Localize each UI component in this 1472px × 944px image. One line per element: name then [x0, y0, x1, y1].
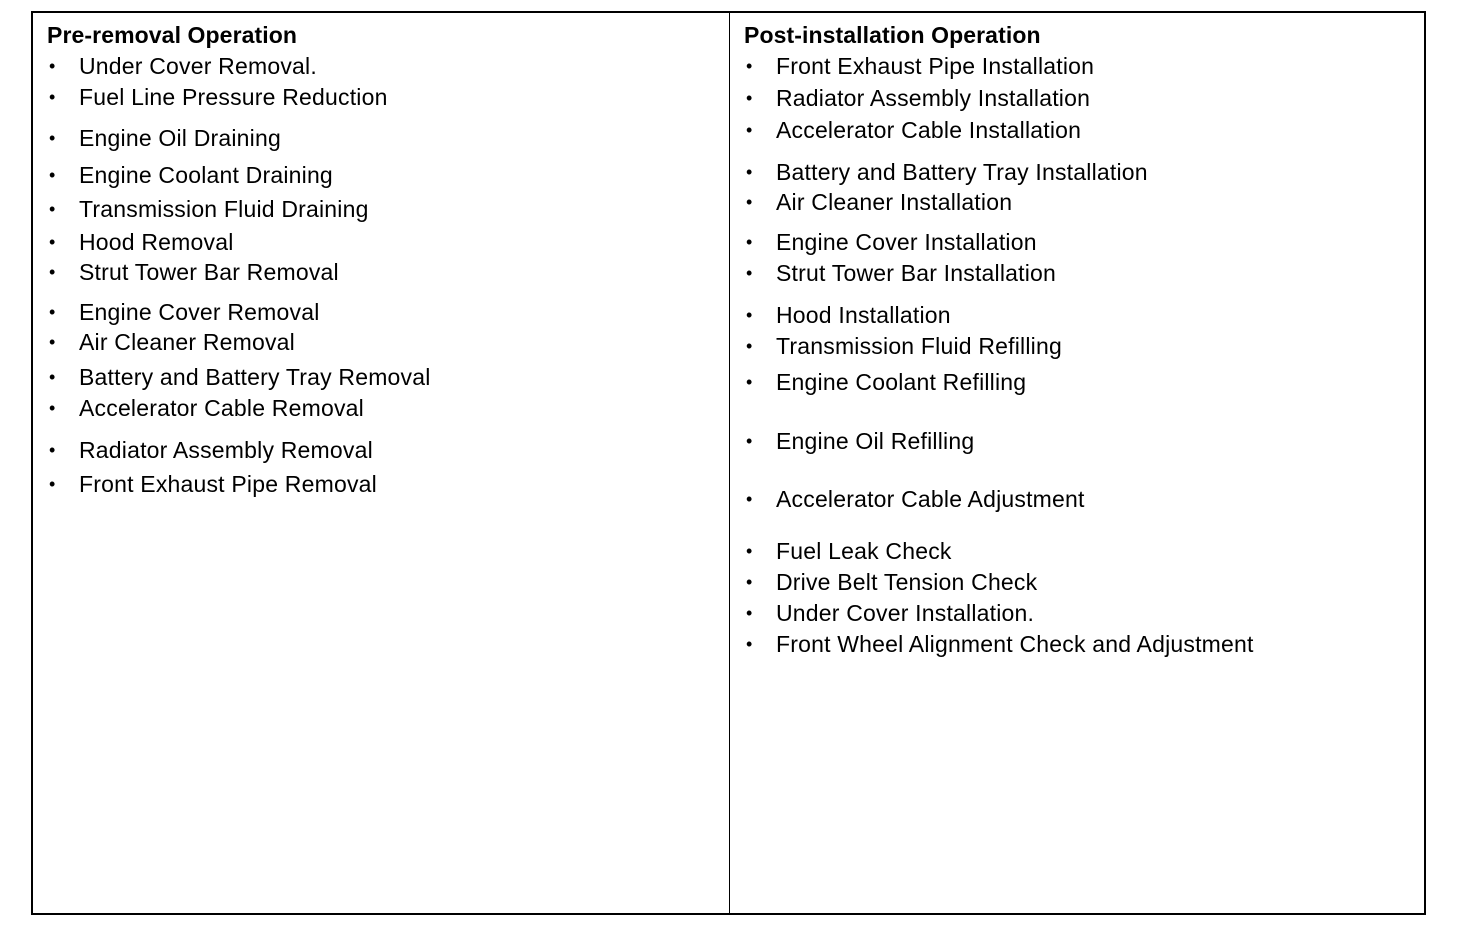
bullet-icon: • — [49, 398, 56, 418]
bullet-icon: • — [49, 302, 56, 322]
bullet-icon: • — [49, 165, 56, 185]
bullet-icon: • — [746, 56, 753, 76]
bullet-icon: • — [746, 603, 753, 623]
bullet-icon: • — [746, 192, 753, 212]
list-item: • Under Cover Removal. — [49, 53, 317, 79]
post-installation-title: Post-installation Operation — [744, 22, 1041, 48]
bullet-icon: • — [746, 162, 753, 182]
list-item: • Engine Cover Removal — [49, 299, 320, 325]
list-item: • Engine Coolant Draining — [49, 162, 333, 188]
pre-removal-column — [33, 13, 730, 913]
list-item: • Hood Removal — [49, 229, 234, 255]
bullet-icon: • — [49, 56, 56, 76]
list-item: • Engine Coolant Refilling — [746, 369, 1027, 395]
list-item: • Strut Tower Bar Installation — [746, 260, 1057, 286]
list-item: • Transmission Fluid Draining — [49, 196, 369, 222]
list-item: • Drive Belt Tension Check — [746, 569, 1038, 595]
bullet-icon: • — [746, 120, 753, 140]
bullet-icon: • — [49, 332, 56, 352]
bullet-icon: • — [49, 232, 56, 252]
list-item: • Air Cleaner Removal — [49, 329, 295, 355]
bullet-icon: • — [746, 431, 753, 451]
list-item: • Battery and Battery Tray Installation — [746, 159, 1148, 185]
list-item: • Front Wheel Alignment Check and Adjustment — [746, 631, 1254, 657]
bullet-icon: • — [49, 440, 56, 460]
bullet-icon: • — [49, 128, 56, 148]
list-item: • Accelerator Cable Adjustment — [746, 486, 1085, 512]
list-item: • Radiator Assembly Installation — [746, 85, 1091, 111]
bullet-icon: • — [746, 489, 753, 509]
list-item: • Accelerator Cable Installation — [746, 117, 1082, 143]
list-item: • Accelerator Cable Removal — [49, 395, 364, 421]
list-item: • Transmission Fluid Refilling — [746, 333, 1062, 359]
list-item: • Hood Installation — [746, 302, 951, 328]
list-item: • Fuel Line Pressure Reduction — [49, 84, 388, 110]
post-installation-column — [730, 13, 1424, 913]
bullet-icon: • — [746, 88, 753, 108]
list-item: • Radiator Assembly Removal — [49, 437, 373, 463]
bullet-icon: • — [49, 87, 56, 107]
bullet-icon: • — [49, 367, 56, 387]
bullet-icon: • — [746, 541, 753, 561]
bullet-icon: • — [746, 634, 753, 654]
bullet-icon: • — [746, 572, 753, 592]
bullet-icon: • — [746, 336, 753, 356]
bullet-icon: • — [49, 474, 56, 494]
bullet-icon: • — [49, 199, 56, 219]
list-item: • Battery and Battery Tray Removal — [49, 364, 431, 390]
list-item: • Engine Cover Installation — [746, 229, 1037, 255]
bullet-icon: • — [746, 263, 753, 283]
list-item: • Front Exhaust Pipe Installation — [746, 53, 1095, 79]
list-item: • Engine Oil Refilling — [746, 428, 975, 454]
bullet-icon: • — [746, 372, 753, 392]
pre-removal-title: Pre-removal Operation — [47, 22, 298, 48]
operations-table — [31, 11, 1426, 915]
list-item: • Under Cover Installation. — [746, 600, 1035, 626]
bullet-icon: • — [49, 262, 56, 282]
bullet-icon: • — [746, 232, 753, 252]
list-item: • Front Exhaust Pipe Removal — [49, 471, 377, 497]
bullet-icon: • — [746, 305, 753, 325]
list-item: • Strut Tower Bar Removal — [49, 259, 339, 285]
list-item: • Fuel Leak Check — [746, 538, 952, 564]
list-item: • Engine Oil Draining — [49, 125, 281, 151]
list-item: • Air Cleaner Installation — [746, 189, 1013, 215]
